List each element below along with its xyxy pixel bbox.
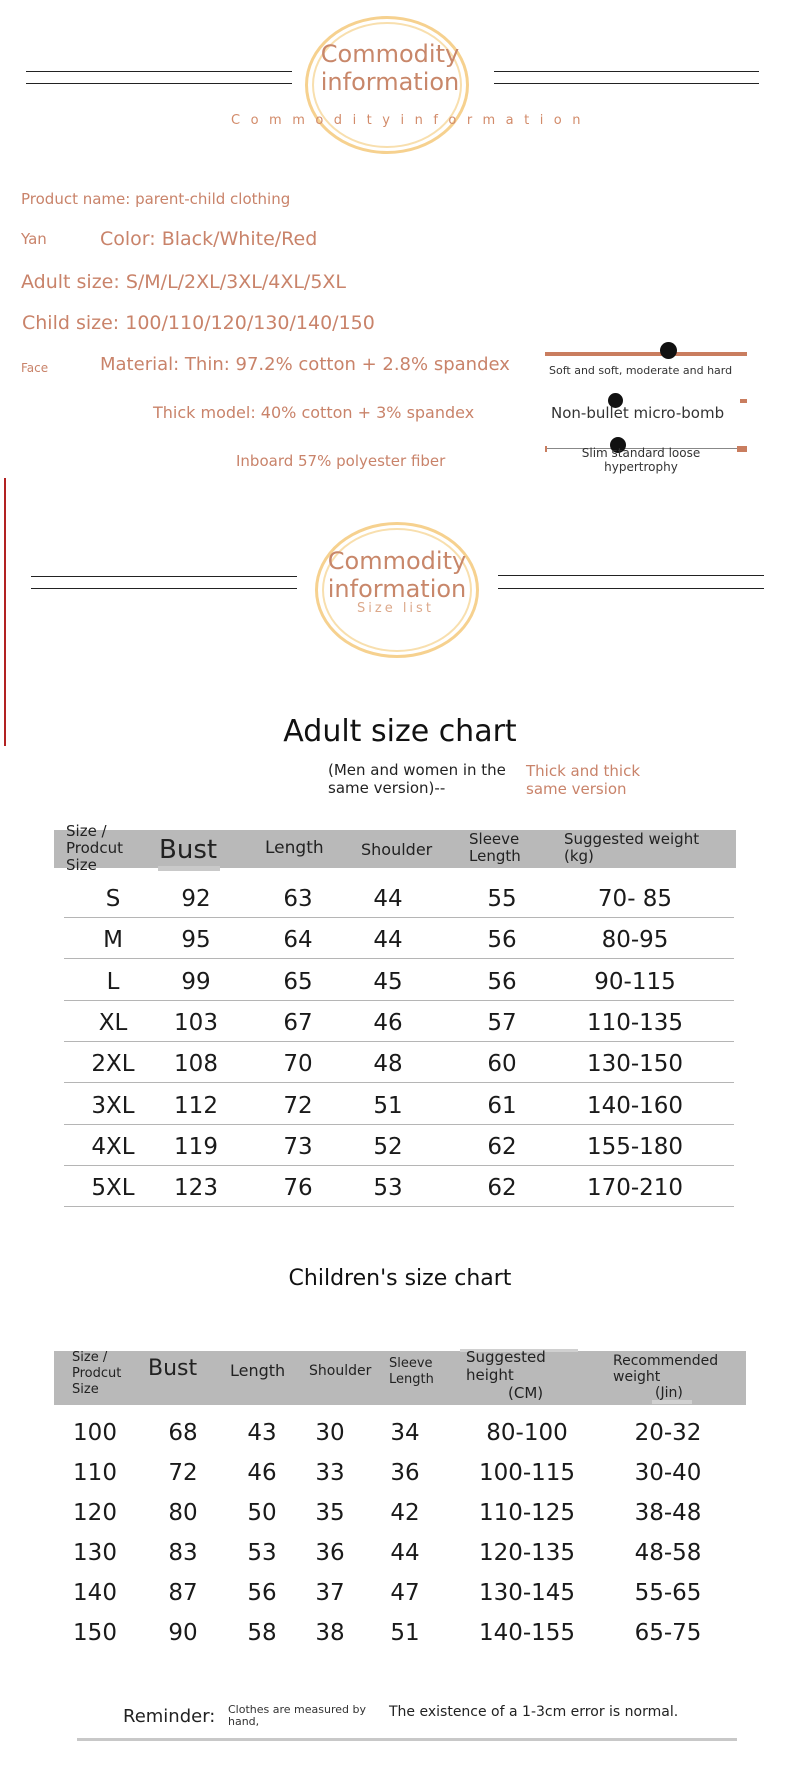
adult-cell-bust: 99 xyxy=(181,968,211,995)
header-size: Size / Prodcut Size xyxy=(66,822,123,874)
divider xyxy=(31,576,297,577)
header-weight: Recommended weight (Jin) xyxy=(613,1353,719,1401)
divider xyxy=(498,575,764,576)
divider xyxy=(498,588,764,589)
material-thick: Thick model: 40% cotton + 3% spandex xyxy=(153,403,475,422)
adult-cell-shoulder: 48 xyxy=(373,1051,403,1078)
child-cell-length: 43 xyxy=(247,1420,277,1446)
child-cell-weight: 20-32 xyxy=(634,1420,702,1446)
child-cell-bust: 90 xyxy=(168,1620,198,1646)
child-cell-size: 150 xyxy=(73,1620,117,1646)
adult-cell-weight: 70- 85 xyxy=(597,886,673,912)
scale-bar xyxy=(545,352,747,356)
scale-marker xyxy=(660,342,677,359)
adult-cell-shoulder: 44 xyxy=(373,886,403,912)
header-bust: Bust xyxy=(159,835,218,865)
footer-divider xyxy=(77,1738,737,1741)
adult-cell-size: 4XL xyxy=(91,1133,135,1160)
child-cell-shoulder: 37 xyxy=(315,1580,345,1606)
child-cell-height: 140-155 xyxy=(478,1620,576,1646)
divider xyxy=(494,71,759,72)
child-cell-bust: 72 xyxy=(168,1460,198,1486)
adult-cell-size: 3XL xyxy=(91,1092,135,1119)
adult-cell-weight: 110-135 xyxy=(586,1009,684,1036)
child-cell-weight: 55-65 xyxy=(634,1580,702,1606)
adult-cell-sleeve: 61 xyxy=(487,1092,517,1119)
adult-cell-bust: 108 xyxy=(174,1051,218,1078)
section-subtitle: Commodityinformation xyxy=(231,113,591,128)
adult-cell-bust: 92 xyxy=(181,886,211,912)
child-cell-height: 100-115 xyxy=(478,1460,576,1486)
adult-cell-bust: 123 xyxy=(174,1175,218,1202)
child-chart-title: Children's size chart xyxy=(288,1266,512,1291)
product-color: Color: Black/White/Red xyxy=(100,228,318,250)
child-cell-length: 50 xyxy=(247,1500,277,1526)
adult-cell-length: 65 xyxy=(283,968,313,995)
adult-cell-shoulder: 53 xyxy=(373,1175,403,1202)
child-cell-weight: 38-48 xyxy=(634,1500,702,1526)
child-cell-sleeve: 34 xyxy=(390,1420,420,1446)
child-cell-shoulder: 30 xyxy=(315,1420,345,1446)
adult-cell-weight: 155-180 xyxy=(586,1133,684,1160)
row-divider xyxy=(64,1165,734,1166)
adult-cell-shoulder: 44 xyxy=(373,927,403,954)
adult-cell-size: XL xyxy=(98,1009,128,1036)
header-length: Length xyxy=(265,838,324,858)
adult-size-list: Adult size: S/M/L/2XL/3XL/4XL/5XL xyxy=(21,271,347,293)
adult-cell-bust: 95 xyxy=(181,927,211,954)
child-cell-sleeve: 42 xyxy=(390,1500,420,1526)
child-cell-height: 120-135 xyxy=(478,1540,576,1566)
child-cell-size: 110 xyxy=(73,1460,117,1486)
material-thin: Material: Thin: 97.2% cotton + 2.8% spandex xyxy=(100,354,510,375)
adult-cell-size: L xyxy=(106,968,120,995)
adult-cell-shoulder: 45 xyxy=(373,968,403,995)
adult-chart-note-accent: Thick and thick same version xyxy=(526,762,641,798)
child-cell-length: 46 xyxy=(247,1460,277,1486)
adult-cell-bust: 112 xyxy=(174,1092,218,1119)
row-divider xyxy=(64,1082,734,1083)
adult-cell-size: 5XL xyxy=(91,1175,135,1202)
adult-cell-length: 67 xyxy=(283,1009,313,1036)
child-cell-height: 110-125 xyxy=(478,1500,576,1526)
scale-label: Non-bullet micro-bomb xyxy=(551,404,725,422)
section-title: Commodity information xyxy=(327,547,467,603)
adult-cell-size: S xyxy=(105,886,121,912)
child-cell-weight: 30-40 xyxy=(634,1460,702,1486)
divider xyxy=(26,71,292,72)
product-name: Product name: parent-child clothing xyxy=(21,190,291,208)
child-cell-bust: 68 xyxy=(168,1420,198,1446)
header-sleeve: Sleeve Length xyxy=(389,1356,434,1387)
section-title: Commodity information xyxy=(320,40,460,96)
adult-cell-weight: 170-210 xyxy=(586,1175,684,1202)
adult-cell-length: 73 xyxy=(283,1133,313,1160)
reminder-text: The existence of a 1-3cm error is normal. xyxy=(389,1704,679,1720)
child-cell-sleeve: 44 xyxy=(390,1540,420,1566)
adult-cell-sleeve: 62 xyxy=(487,1175,517,1202)
row-divider xyxy=(64,1041,734,1042)
adult-chart-title: Adult size chart xyxy=(283,714,517,749)
child-cell-weight: 65-75 xyxy=(634,1620,702,1646)
child-cell-shoulder: 38 xyxy=(315,1620,345,1646)
scale-tick xyxy=(737,446,747,452)
adult-cell-sleeve: 56 xyxy=(487,927,517,954)
adult-cell-shoulder: 51 xyxy=(373,1092,403,1119)
reminder-label: Reminder: xyxy=(123,1706,216,1727)
color-prefix: Yan xyxy=(21,230,47,248)
adult-cell-bust: 119 xyxy=(174,1133,218,1160)
adult-cell-sleeve: 60 xyxy=(487,1051,517,1078)
row-divider xyxy=(64,1000,734,1001)
adult-cell-sleeve: 55 xyxy=(487,886,517,912)
scale-tick xyxy=(545,446,547,452)
divider xyxy=(494,83,759,84)
child-cell-size: 130 xyxy=(73,1540,117,1566)
scale-label: Slim standard loose hypertrophy xyxy=(581,446,701,474)
adult-cell-length: 76 xyxy=(283,1175,313,1202)
adult-cell-length: 72 xyxy=(283,1092,313,1119)
child-cell-weight: 48-58 xyxy=(634,1540,702,1566)
header-weight: Suggested weight (kg) xyxy=(564,830,700,865)
child-cell-length: 53 xyxy=(247,1540,277,1566)
adult-cell-sleeve: 57 xyxy=(487,1009,517,1036)
header-length: Length xyxy=(230,1361,286,1380)
child-cell-bust: 87 xyxy=(168,1580,198,1606)
header-size: Size / Prodcut Size xyxy=(72,1350,122,1397)
divider xyxy=(26,83,292,84)
child-cell-size: 140 xyxy=(73,1580,117,1606)
inboard-material: Inboard 57% polyester fiber xyxy=(236,452,446,470)
row-divider xyxy=(64,1206,734,1207)
row-divider xyxy=(64,917,734,918)
child-cell-height: 80-100 xyxy=(486,1420,568,1446)
header-shoulder: Shoulder xyxy=(309,1363,372,1379)
material-prefix: Face xyxy=(21,361,49,375)
header-sleeve: Sleeve Length xyxy=(469,830,521,865)
header-bust: Bust xyxy=(148,1356,198,1381)
scale-bar xyxy=(740,399,747,403)
child-cell-shoulder: 35 xyxy=(315,1500,345,1526)
row-divider xyxy=(64,1124,734,1125)
divider xyxy=(31,588,297,589)
child-size-list: Child size: 100/110/120/130/140/150 xyxy=(22,312,375,334)
child-cell-shoulder: 36 xyxy=(315,1540,345,1566)
child-cell-shoulder: 33 xyxy=(315,1460,345,1486)
adult-cell-weight: 130-150 xyxy=(586,1051,684,1078)
child-cell-bust: 80 xyxy=(168,1500,198,1526)
header-height: Suggested height (CM) xyxy=(466,1348,546,1402)
adult-cell-size: M xyxy=(103,927,123,954)
child-cell-height: 130-145 xyxy=(478,1580,576,1606)
adult-cell-weight: 90-115 xyxy=(594,968,676,995)
child-cell-length: 58 xyxy=(247,1620,277,1646)
header-underline xyxy=(158,866,220,871)
child-cell-sleeve: 51 xyxy=(390,1620,420,1646)
scale-label: Soft and soft, moderate and hard xyxy=(549,364,733,377)
adult-cell-shoulder: 52 xyxy=(373,1133,403,1160)
adult-chart-note: (Men and women in the same version)-- xyxy=(328,761,506,797)
child-cell-size: 120 xyxy=(73,1500,117,1526)
section-subtitle: Size list xyxy=(357,601,434,616)
adult-cell-length: 63 xyxy=(283,886,313,912)
child-cell-length: 56 xyxy=(247,1580,277,1606)
header-shoulder: Shoulder xyxy=(361,840,433,859)
child-cell-sleeve: 36 xyxy=(390,1460,420,1486)
adult-cell-weight: 80-95 xyxy=(601,927,669,954)
adult-cell-weight: 140-160 xyxy=(586,1092,684,1119)
adult-cell-shoulder: 46 xyxy=(373,1009,403,1036)
reminder-small: Clothes are measured by hand, xyxy=(228,1703,366,1728)
adult-cell-sleeve: 56 xyxy=(487,968,517,995)
adult-cell-length: 70 xyxy=(283,1051,313,1078)
adult-cell-bust: 103 xyxy=(174,1009,218,1036)
adult-cell-length: 64 xyxy=(283,927,313,954)
child-cell-bust: 83 xyxy=(168,1540,198,1566)
row-divider xyxy=(64,958,734,959)
edge-line xyxy=(4,478,6,746)
adult-cell-size: 2XL xyxy=(91,1051,135,1078)
child-cell-sleeve: 47 xyxy=(390,1580,420,1606)
adult-cell-sleeve: 62 xyxy=(487,1133,517,1160)
child-cell-size: 100 xyxy=(73,1420,117,1446)
